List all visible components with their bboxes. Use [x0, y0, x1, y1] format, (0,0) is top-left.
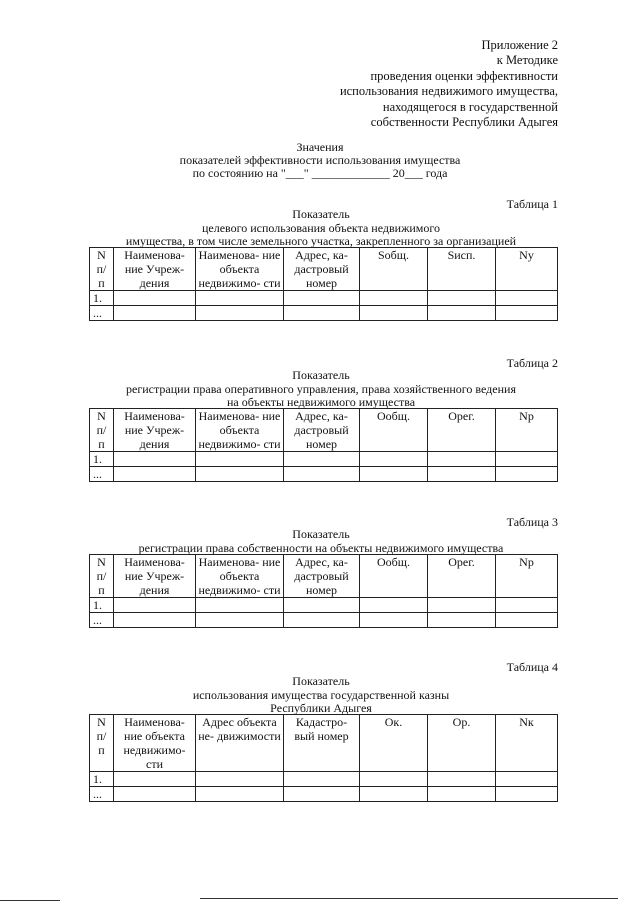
table-number: Таблица 2 [506, 356, 558, 370]
caption-line: Показатель [292, 527, 350, 541]
table-cell [196, 787, 284, 802]
table-cell [496, 467, 558, 482]
column-header: Кадастро- вый номер [284, 715, 360, 772]
column-header: N п/ п [90, 248, 114, 291]
table-header-row [90, 715, 558, 772]
column-header: Sисп. [428, 248, 496, 291]
appendix-block [340, 38, 558, 130]
table-cell [114, 613, 196, 628]
table-cell [428, 613, 496, 628]
table-cell [360, 787, 428, 802]
table-cell [360, 291, 428, 306]
table-row [90, 467, 558, 482]
column-header: N п/ п [90, 715, 114, 772]
table-cell [360, 598, 428, 613]
table-number: Таблица 4 [506, 660, 558, 674]
data-table [89, 247, 558, 321]
table-cell [284, 467, 360, 482]
table-header-row [90, 555, 558, 598]
appendix-line: проведения оценки эффективности [370, 68, 558, 83]
table-cell [496, 613, 558, 628]
table-cell: 1. [90, 291, 114, 306]
table-caption [90, 369, 552, 410]
column-header: Nр [496, 555, 558, 598]
table-cell [114, 598, 196, 613]
column-header: Ообщ. [360, 409, 428, 452]
column-header: Адрес, ка- дастровый номер [284, 248, 360, 291]
caption-line: Показатель [292, 368, 350, 382]
heading-line: Значения [296, 140, 344, 154]
table-cell [284, 598, 360, 613]
table-cell: ... [90, 787, 114, 802]
column-header: Орег. [428, 409, 496, 452]
table-row [90, 613, 558, 628]
table-cell [114, 452, 196, 467]
table-row [90, 772, 558, 787]
table-cell: ... [90, 467, 114, 482]
column-header: N п/ п [90, 555, 114, 598]
table-cell [284, 452, 360, 467]
page-heading [0, 141, 640, 180]
table-cell: ... [90, 306, 114, 321]
table-cell [428, 598, 496, 613]
table-cell [196, 306, 284, 321]
table-number: Таблица 1 [506, 197, 558, 211]
table-header-row [90, 248, 558, 291]
table-cell [196, 772, 284, 787]
table-cell [284, 306, 360, 321]
table-cell [360, 772, 428, 787]
table-row [90, 291, 558, 306]
table-caption [90, 208, 552, 249]
column-header: Ок. [360, 715, 428, 772]
table-cell [360, 467, 428, 482]
table-cell [360, 306, 428, 321]
table-cell [496, 291, 558, 306]
data-table [89, 408, 558, 482]
heading-line: показателей эффективности использования имущества [179, 153, 461, 167]
table-cell [196, 452, 284, 467]
table-cell [114, 467, 196, 482]
table-cell [496, 598, 558, 613]
column-header: Адрес, ка- дастровый номер [284, 555, 360, 598]
table-cell: 1. [90, 772, 114, 787]
column-header: Nр [496, 409, 558, 452]
table-row [90, 787, 558, 802]
caption-line: Республики Адыгея [270, 701, 372, 715]
column-header: Sобщ. [360, 248, 428, 291]
table-cell [114, 772, 196, 787]
column-header: Ообщ. [360, 555, 428, 598]
table-cell [284, 787, 360, 802]
table-cell [496, 787, 558, 802]
footer-divider [0, 900, 60, 901]
appendix-line: собственности Республики Адыгея [370, 115, 558, 130]
appendix-line: находящегося в государственной [382, 99, 558, 114]
column-header: Наименова- ние объекта недвижимо- сти [114, 715, 196, 772]
table-cell [428, 787, 496, 802]
column-header: Адрес, ка- дастровый номер [284, 409, 360, 452]
table-cell [114, 291, 196, 306]
table-cell: 1. [90, 452, 114, 467]
caption-line: Показатель [292, 674, 350, 688]
table-cell [114, 787, 196, 802]
appendix-line: Приложение 2 [481, 38, 558, 52]
table-cell: 1. [90, 598, 114, 613]
table-cell [360, 452, 428, 467]
column-header: Nу [496, 248, 558, 291]
caption-line: целевого использования объекта недвижимого [201, 220, 441, 235]
appendix-line: к Методике [496, 53, 558, 68]
table-cell [360, 613, 428, 628]
footer-divider [200, 898, 618, 899]
appendix-line: использования недвижимого имущества, [339, 84, 558, 99]
table-cell [496, 452, 558, 467]
caption-line: на объекты недвижимого имущества [226, 395, 416, 409]
table-cell [196, 467, 284, 482]
table-caption [90, 675, 552, 716]
caption-line: регистрации права собственности на объекты недвижимого имущества [138, 540, 504, 555]
table-cell [284, 772, 360, 787]
table-cell [196, 613, 284, 628]
table-header-row [90, 409, 558, 452]
column-header: Адрес объекта не- движимости [196, 715, 284, 772]
column-header: Наименова- ние объекта недвижимо- сти [196, 248, 284, 291]
caption-line: регистрации права оперативного управления, права хозяйственного ведения [126, 381, 516, 396]
caption-line: использования имущества государственной казны [192, 687, 450, 702]
table-cell: ... [90, 613, 114, 628]
table-cell [428, 467, 496, 482]
column-header: Орег. [428, 555, 496, 598]
table-number: Таблица 3 [506, 515, 558, 529]
table-row [90, 598, 558, 613]
column-header: Наименова- ние Учреж- дения [114, 555, 196, 598]
table-row [90, 452, 558, 467]
column-header: Наименова- ние объекта недвижимо- сти [196, 555, 284, 598]
table-cell [496, 772, 558, 787]
table-row [90, 306, 558, 321]
caption-line: имущества, в том числе земельного участка, закрепленного за организацией [125, 234, 517, 248]
table-cell [428, 772, 496, 787]
data-table [89, 714, 558, 802]
table-cell [284, 613, 360, 628]
table-caption [90, 528, 552, 555]
table-cell [196, 291, 284, 306]
column-header: Nк [496, 715, 558, 772]
column-header: Ор. [428, 715, 496, 772]
column-header: N п/ п [90, 409, 114, 452]
caption-line: Показатель [292, 207, 350, 221]
table-cell [428, 291, 496, 306]
table-cell [428, 452, 496, 467]
data-table [89, 554, 558, 628]
column-header: Наименова- ние объекта недвижимо- сти [196, 409, 284, 452]
table-cell [428, 306, 496, 321]
table-cell [284, 291, 360, 306]
table-cell [496, 306, 558, 321]
column-header: Наименова- ние Учреж- дения [114, 409, 196, 452]
table-cell [196, 598, 284, 613]
heading-line: по состоянию на "___" _____________ 20___ года [192, 166, 448, 180]
table-cell [114, 306, 196, 321]
column-header: Наименова- ние Учреж- дения [114, 248, 196, 291]
